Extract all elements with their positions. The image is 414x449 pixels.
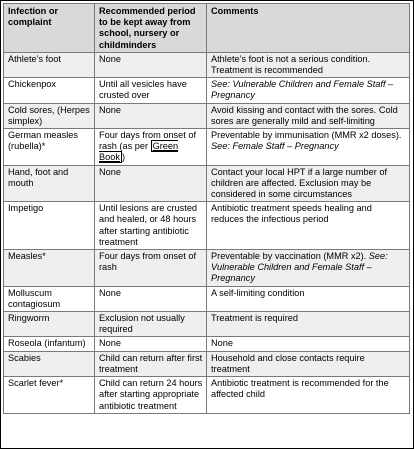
comment-text: Preventable by vaccination (MMR x2).: [211, 251, 367, 262]
see-reference[interactable]: See: Female Staff – Pregnancy: [211, 141, 339, 152]
table-row: [4, 129, 410, 166]
infection-name: Chickenpox: [4, 78, 95, 103]
exclusion-period: None: [95, 52, 207, 77]
exclusion-period: None: [95, 286, 207, 311]
comment: Household and close contacts require treatment: [207, 351, 410, 376]
exclusion-period: Until all vesicles have crusted over: [95, 78, 207, 103]
comment: [207, 129, 410, 166]
see-reference[interactable]: See: Vulnerable Children and Female Staff – Pregnancy: [211, 251, 388, 284]
comment: Athlete’s foot is not a serious condition. Treatment is recommended: [207, 52, 410, 77]
exclusion-period: [95, 129, 207, 166]
infection-name: Cold sores, (Herpes simplex): [4, 103, 95, 128]
table-row: [4, 351, 410, 376]
comment: Contact your local HPT if a large number of children are affected. Exclusion may be considered in some circumstances: [207, 165, 410, 202]
exclusion-period: Child can return after first treatment: [95, 351, 207, 376]
infection-name: Scabies: [4, 351, 95, 376]
infection-name: Hand, foot and mouth: [4, 165, 95, 202]
exclusion-period: Four days from onset of rash: [95, 250, 207, 287]
table-row: [4, 202, 410, 250]
comment: Treatment is required: [207, 312, 410, 337]
table-row: [4, 250, 410, 287]
infection-name: Athlete’s foot: [4, 52, 95, 77]
exclusion-period: None: [95, 165, 207, 202]
comment: [207, 250, 410, 287]
table-row: [4, 312, 410, 337]
exclusion-period: Child can return 24 hours after starting appropriate antibiotic treatment: [95, 377, 207, 414]
comment: None: [207, 337, 410, 351]
header-comments: Comments: [207, 4, 410, 53]
infection-name: Scarlet fever*: [4, 377, 95, 414]
table-row: [4, 337, 410, 351]
comment: Antibiotic treatment is recommended for the affected child: [207, 377, 410, 414]
infection-name: Impetigo: [4, 202, 95, 250]
comment: A self-limiting condition: [207, 286, 410, 311]
header-period: Recommended period to be kept away from school, nursery or childminders: [95, 4, 207, 53]
period-text: Four days from onset of rash (as per: [99, 130, 197, 152]
infection-name: Ringworm: [4, 312, 95, 337]
header-infection: Infection or complaint: [4, 4, 95, 53]
see-reference[interactable]: See: Vulnerable Children and Female Staff – Pregnancy: [211, 79, 394, 101]
exclusion-period: None: [95, 337, 207, 351]
comment: [207, 78, 410, 103]
infection-name: Roseola (infantum): [4, 337, 95, 351]
infection-name: German measles (rubella)*: [4, 129, 95, 166]
table-row: [4, 103, 410, 128]
table-row: [4, 377, 410, 414]
table-row: [4, 52, 410, 77]
exclusion-period: None: [95, 103, 207, 128]
table-header-row: [4, 4, 410, 53]
exclusion-period: Exclusion not usually required: [95, 312, 207, 337]
table-row: [4, 165, 410, 202]
exclusion-period: Until lesions are crusted and healed, or 48 hours after starting antibiotic treatment: [95, 202, 207, 250]
period-text-end: ): [121, 152, 126, 163]
infection-name: Measles*: [4, 250, 95, 287]
infection-exclusion-table: [3, 3, 410, 414]
green-book-link[interactable]: Green Book: [99, 141, 179, 163]
table-row: [4, 78, 410, 103]
comment: Avoid kissing and contact with the sores. Cold sores are generally mild and self-limiting: [207, 103, 410, 128]
table-row: [4, 286, 410, 311]
comment-text: Preventable by immunisation (MMR x2 doses).: [211, 130, 402, 141]
infection-name: Molluscum contagiosum: [4, 286, 95, 311]
comment: Antibiotic treatment speeds healing and reduces the infectious period: [207, 202, 410, 250]
